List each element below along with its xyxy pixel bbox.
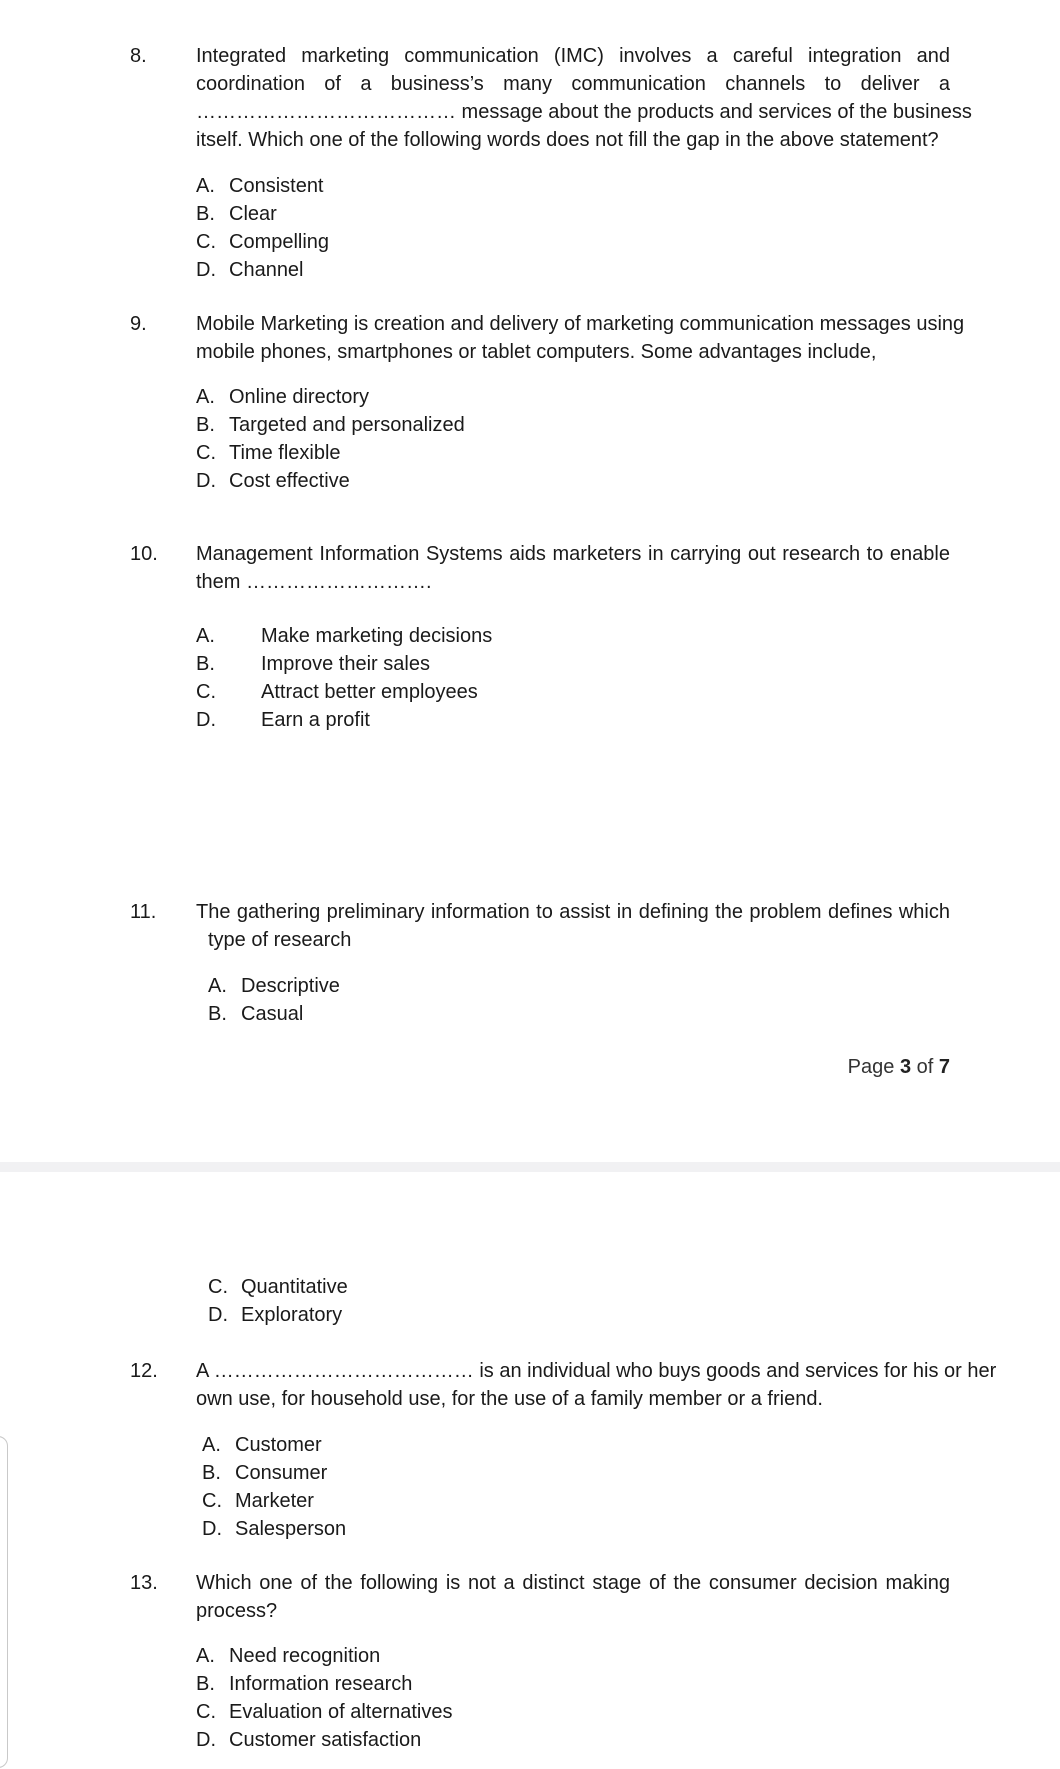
option-c[interactable] [196,678,492,706]
option-c[interactable] [196,1698,452,1726]
option-letter: D. [196,470,216,492]
option-letter: C. [196,231,216,253]
option-text: Casual [241,1003,304,1025]
option-letter: B. [202,1462,221,1484]
answer-options [196,1642,452,1754]
option-text: Clear [229,203,277,225]
option-letter: B. [196,203,215,225]
question-number: 10. [130,543,158,565]
option-text: Channel [229,259,304,281]
scroll-edge-bracket [0,1436,8,1768]
question-line: them ………………………. [196,571,432,593]
option-letter: B. [196,653,215,675]
option-letter: A. [196,625,215,647]
option-letter: C. [196,1701,216,1723]
option-text: Information research [229,1673,413,1695]
option-text: Descriptive [241,975,340,997]
option-text: Compelling [229,231,330,253]
option-text: Improve their sales [261,653,430,675]
option-a[interactable] [202,1431,346,1459]
option-c[interactable] [202,1487,346,1515]
option-letter: C. [196,681,216,703]
answer-options [196,622,492,734]
option-letter: A. [196,1645,215,1667]
option-text: Marketer [235,1490,314,1512]
answer-options [202,1431,346,1543]
option-text: Earn a profit [261,709,370,731]
option-a[interactable] [196,383,465,411]
question-line: coordination of a business’s many communication channels to deliver a [196,73,950,95]
option-letter: D. [196,259,216,281]
option-text: Evaluation of alternatives [229,1701,453,1723]
question-text [196,898,950,954]
answer-options [208,972,340,1028]
option-letter: C. [196,442,216,464]
question-line: ………………………………… message about the products and services of the business [196,101,972,123]
question-text [196,540,950,596]
question-line: Which one of the following is not a distinct stage of the consumer decision making [196,1572,950,1594]
option-a[interactable] [196,622,492,650]
option-text: Customer satisfaction [229,1729,422,1751]
option-letter: A. [202,1434,221,1456]
option-text: Customer [235,1434,322,1456]
option-letter: D. [196,709,216,731]
question-line: The gathering preliminary information to assist in defining the problem defines which [196,901,950,923]
answer-options-continued [208,1273,348,1329]
option-a[interactable] [208,972,340,1000]
question-number: 8. [130,45,147,67]
question-number: 12. [130,1360,158,1382]
option-text: Time flexible [229,442,341,464]
option-a[interactable] [196,1642,452,1670]
option-b[interactable] [196,200,329,228]
option-c[interactable] [196,439,465,467]
option-text: Need recognition [229,1645,381,1667]
question-text [196,310,965,366]
option-c[interactable] [196,228,329,256]
option-text: Exploratory [241,1304,343,1326]
question-line: Integrated marketing communication (IMC) involves a careful integration and [196,45,950,67]
option-letter: C. [208,1276,228,1298]
option-letter: B. [208,1003,227,1025]
page-4 [0,1172,1060,1769]
option-b[interactable] [196,1670,452,1698]
question-line: mobile phones, smartphones or tablet computers. Some advantages include, [196,341,877,363]
option-letter: A. [196,175,215,197]
option-letter: B. [196,1673,215,1695]
option-text: Make marketing decisions [261,625,493,647]
question-line: Management Information Systems aids marketers in carrying out research to enable [196,543,950,565]
option-d[interactable] [202,1515,346,1543]
option-b[interactable] [196,411,465,439]
answer-options [196,383,465,495]
current-page: 3 [899,1056,912,1078]
option-text: Consistent [229,175,324,197]
page-separator [0,1162,1060,1172]
option-text: Quantitative [241,1276,348,1298]
option-text: Consumer [235,1462,328,1484]
option-letter: D. [202,1518,222,1540]
option-text: Salesperson [235,1518,347,1540]
question-line: Mobile Marketing is creation and delivery of marketing communication messages using [196,313,965,335]
total-pages: 7 [938,1056,950,1078]
option-text: Targeted and personalized [229,414,465,436]
page-of: of [916,1056,934,1078]
question-text [196,1357,997,1413]
question-line: itself. Which one of the following words does not fill the gap in the above statement? [196,129,939,151]
question-line: own use, for household use, for the use of a family member or a friend. [196,1388,823,1410]
question-number: 13. [130,1572,158,1594]
question-number: 11. [130,901,157,923]
question-text [196,1569,950,1625]
answer-options [196,172,329,284]
option-b[interactable] [202,1459,346,1487]
page-label: Page [847,1056,895,1078]
option-d[interactable] [196,467,465,495]
option-letter: D. [196,1729,216,1751]
option-letter: C. [202,1490,222,1512]
option-d[interactable] [208,1301,348,1329]
option-letter: B. [196,414,215,436]
option-text: Online directory [229,386,370,408]
option-text: Cost effective [229,470,350,492]
option-letter: A. [208,975,227,997]
option-letter: A. [196,386,215,408]
option-a[interactable] [196,172,329,200]
question-line: A ………………………………… is an individual who buys goods and services for his or her [196,1360,997,1382]
option-d[interactable] [196,256,329,284]
option-c[interactable] [208,1273,348,1301]
option-d[interactable] [196,1726,452,1754]
question-line: process? [196,1600,278,1622]
question-line: type of research [208,929,352,951]
option-text: Attract better employees [261,681,478,703]
option-letter: D. [208,1304,228,1326]
option-d[interactable] [196,706,492,734]
question-text [196,42,972,154]
option-b[interactable] [208,1000,340,1028]
page-number [848,1053,950,1081]
question-number: 9. [130,313,147,335]
option-b[interactable] [196,650,492,678]
